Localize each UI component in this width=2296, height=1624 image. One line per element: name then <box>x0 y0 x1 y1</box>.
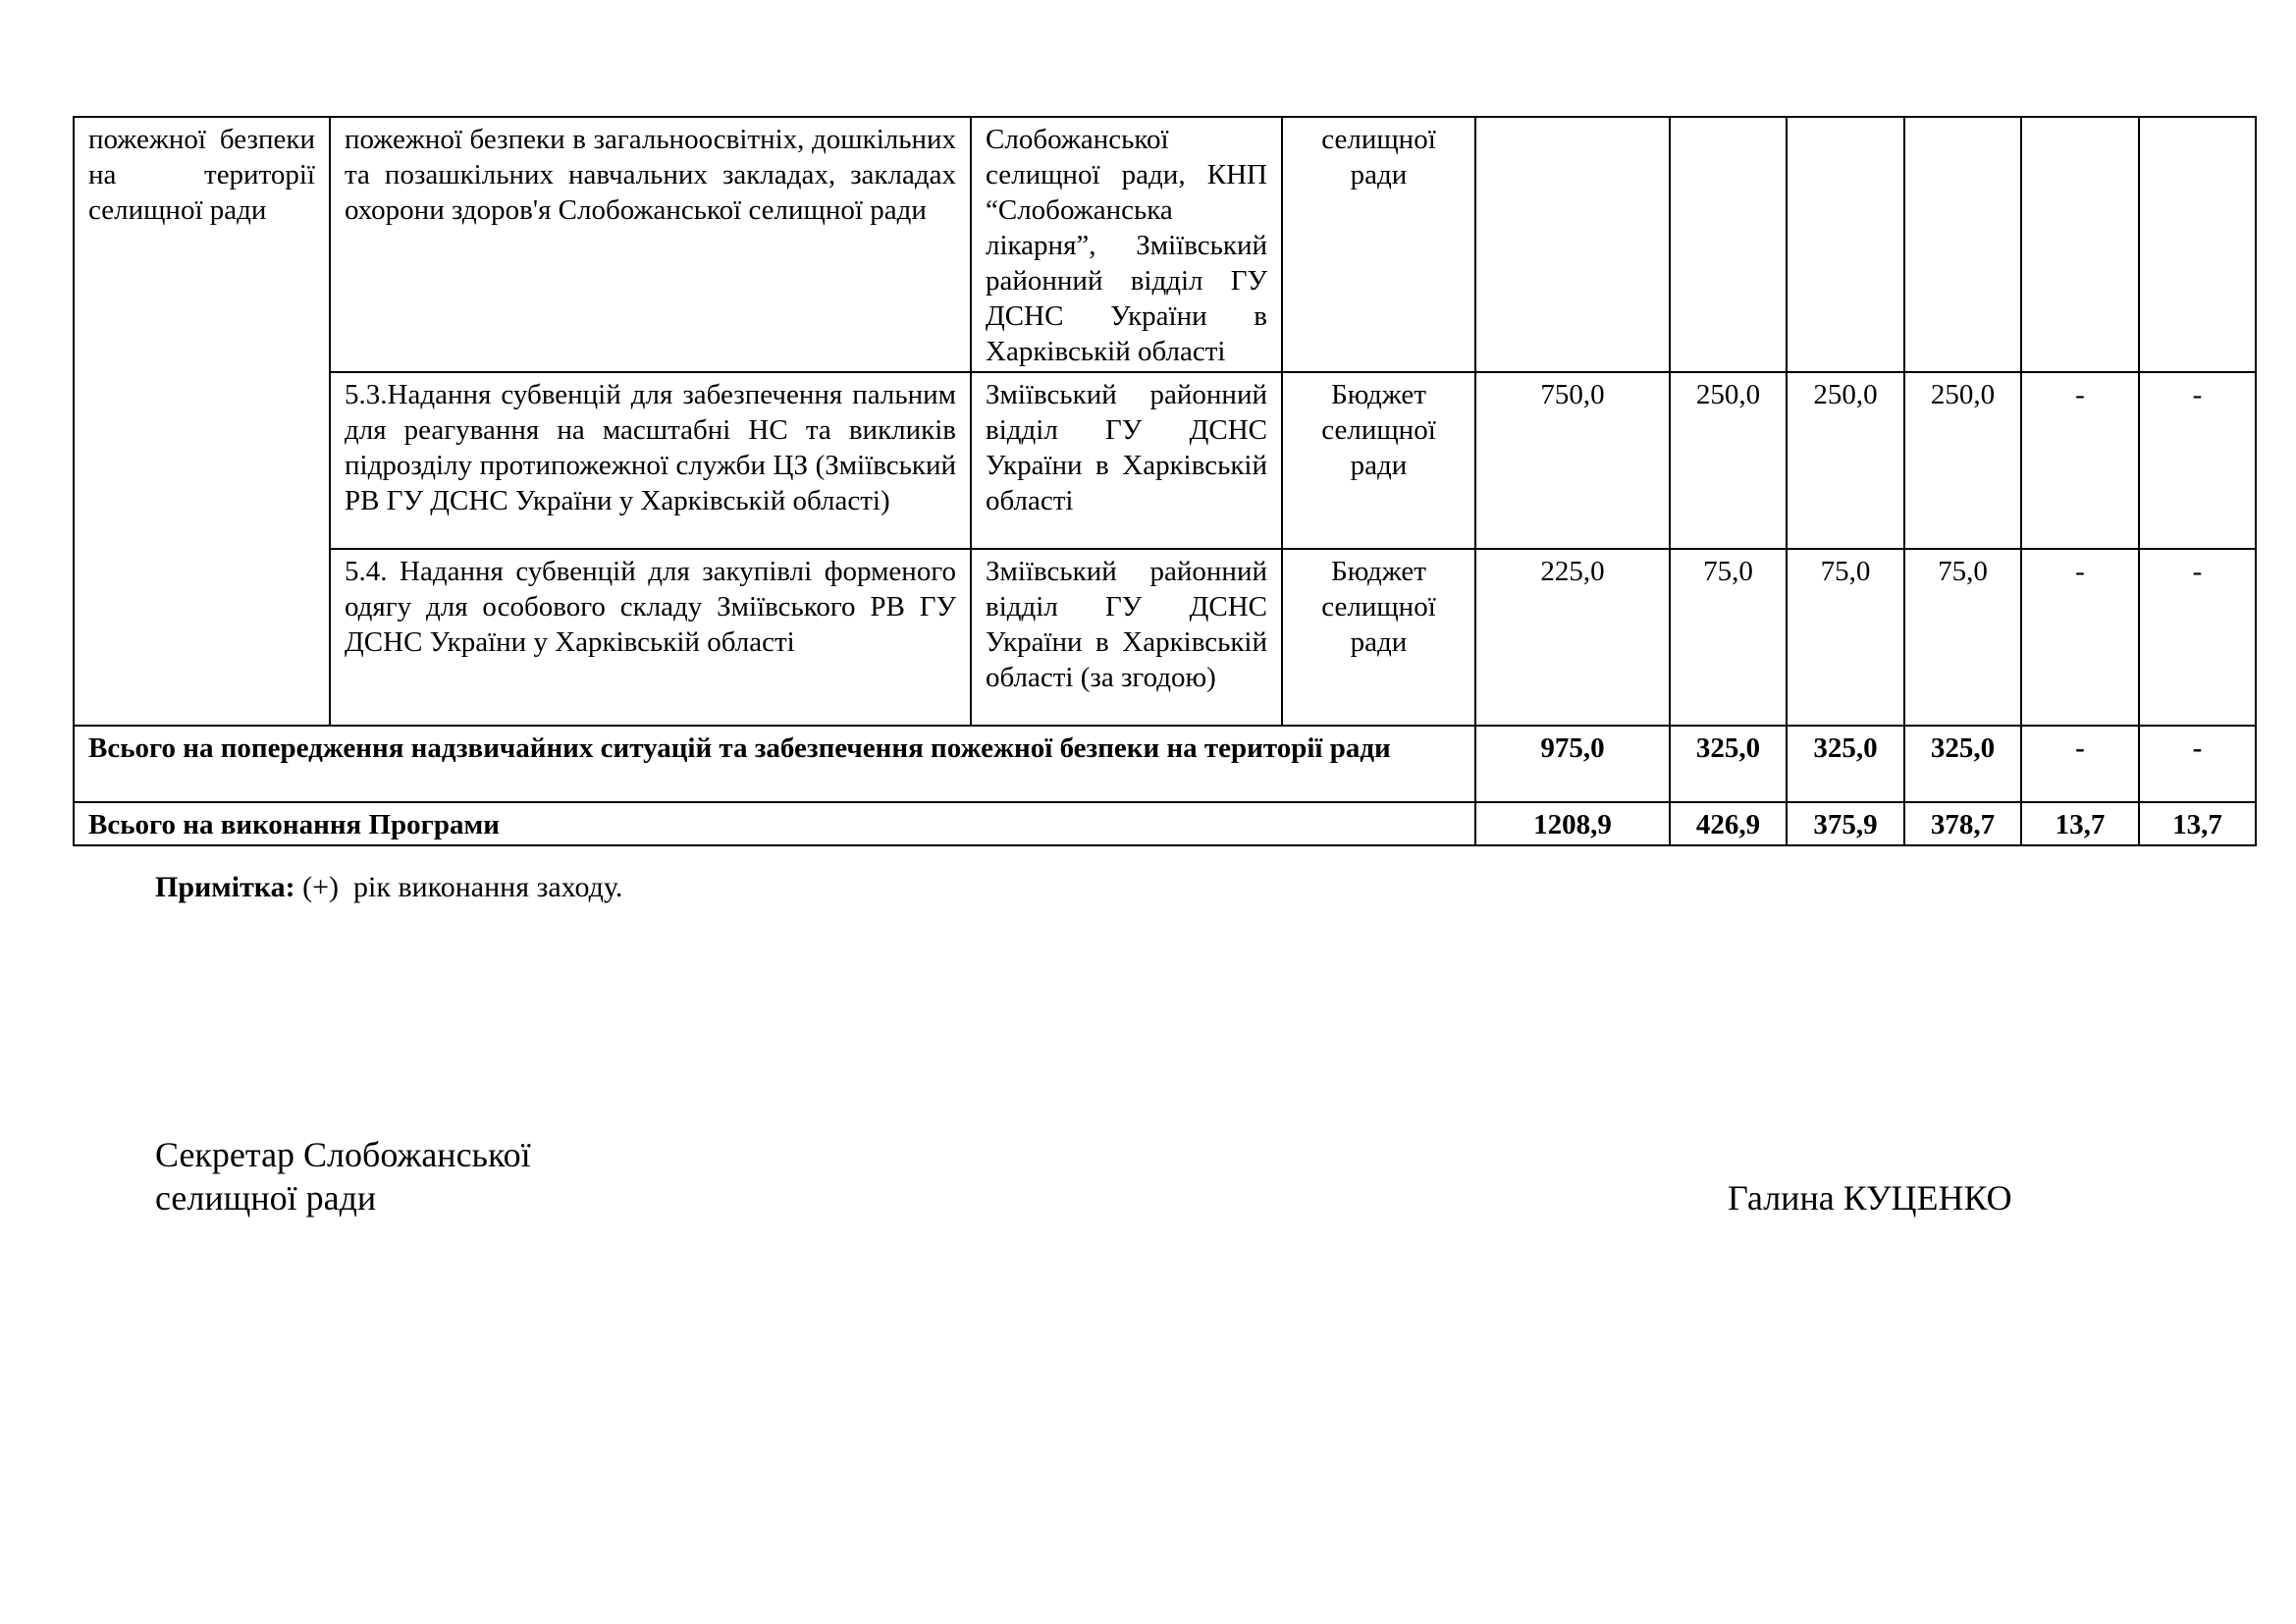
grand-total-label: Всього на виконання Програми <box>74 802 1475 845</box>
total-cell: 225,0 <box>1475 549 1670 726</box>
year4-cell <box>2021 117 2139 372</box>
subtotal-year4: - <box>2021 726 2139 802</box>
year3-cell: 75,0 <box>1904 549 2021 726</box>
grand-total-year3: 378,7 <box>1904 802 2021 845</box>
table-row <box>74 549 2256 726</box>
year2-cell: 250,0 <box>1787 372 1904 549</box>
signatory-name: Галина КУЦЕНКО <box>1728 1178 2012 1218</box>
year3-cell <box>1904 117 2021 372</box>
note-label: Примітка: <box>155 871 295 903</box>
position-line-1: Секретар Слобожанської <box>155 1135 531 1174</box>
position-line-2: селищної ради <box>155 1178 377 1218</box>
table-row <box>74 117 2256 372</box>
area-cell: пожежної безпеки на території селищної ради <box>74 117 330 726</box>
note-text: (+) рік виконання заходу. <box>294 871 623 903</box>
subtotal-year1: 325,0 <box>1670 726 1787 802</box>
year4-cell: - <box>2021 549 2139 726</box>
year2-cell <box>1787 117 1904 372</box>
funding-source-cell: Бюджет селищної ради <box>1282 372 1475 549</box>
year1-cell: 250,0 <box>1670 372 1787 549</box>
executor-cell: Слобожанської селищної ради, КНП “Слобожанська лікарня”, Зміївський районний відділ ГУ ДСНС України в Харківській області <box>971 117 1282 372</box>
year5-cell <box>2139 117 2256 372</box>
note-paragraph <box>155 869 622 906</box>
measure-cell: 5.4. Надання субвенцій для закупівлі форменого одягу для особового складу Зміївського РВ ГУ ДСНС України у Харківській області <box>330 549 971 726</box>
grand-total-year5: 13,7 <box>2139 802 2256 845</box>
table-row <box>74 372 2256 549</box>
grand-total-row <box>74 802 2256 845</box>
executor-cell: Зміївський районний відділ ГУ ДСНС України в Харківській області <box>971 372 1282 549</box>
subtotal-year5: - <box>2139 726 2256 802</box>
year5-cell: - <box>2139 372 2256 549</box>
measure-cell: пожежної безпеки в загальноосвітніх, дошкільних та позашкільних навчальних закладах, закладах охорони здоров'я Слобожанської селищної ради <box>330 117 971 372</box>
program-measures-table <box>73 116 2257 846</box>
grand-total-year4: 13,7 <box>2021 802 2139 845</box>
subtotal-total: 975,0 <box>1475 726 1670 802</box>
year2-cell: 75,0 <box>1787 549 1904 726</box>
year5-cell: - <box>2139 549 2256 726</box>
year3-cell: 250,0 <box>1904 372 2021 549</box>
total-cell <box>1475 117 1670 372</box>
grand-total-year1: 426,9 <box>1670 802 1787 845</box>
signature-position <box>155 1133 531 1219</box>
grand-total-total: 1208,9 <box>1475 802 1670 845</box>
funding-source-cell: селищної ради <box>1282 117 1475 372</box>
year1-cell <box>1670 117 1787 372</box>
measure-cell: 5.3.Надання субвенцій для забезпечення пальним для реагування на масштабні НС та викликів підрозділу протипожежної служби ЦЗ (Зміївський РВ ГУ ДСНС України у Харківській області) <box>330 372 971 549</box>
subtotal-year2: 325,0 <box>1787 726 1904 802</box>
executor-cell: Зміївський районний відділ ГУ ДСНС України в Харківській області (за згодою) <box>971 549 1282 726</box>
year1-cell: 75,0 <box>1670 549 1787 726</box>
subtotal-year3: 325,0 <box>1904 726 2021 802</box>
funding-source-cell: Бюджет селищної ради <box>1282 549 1475 726</box>
total-cell: 750,0 <box>1475 372 1670 549</box>
subtotal-row <box>74 726 2256 802</box>
year4-cell: - <box>2021 372 2139 549</box>
grand-total-year2: 375,9 <box>1787 802 1904 845</box>
subtotal-label: Всього на попередження надзвичайних ситуацій та забезпечення пожежної безпеки на території ради <box>74 726 1475 802</box>
